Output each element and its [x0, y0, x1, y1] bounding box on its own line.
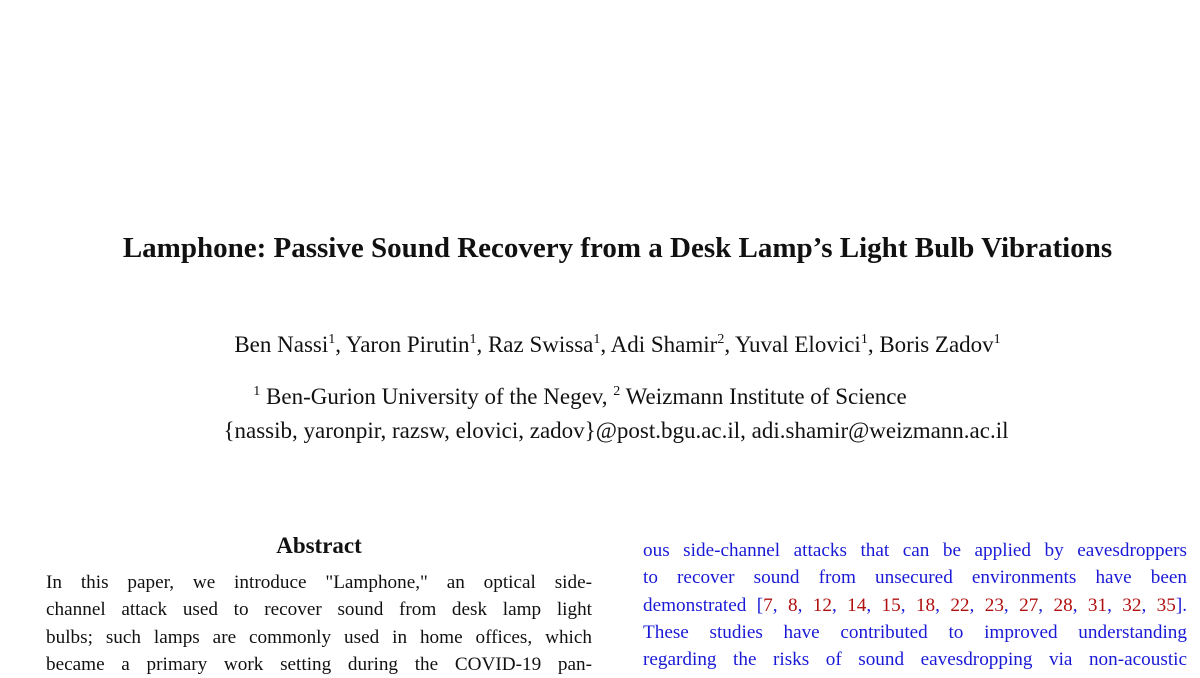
author-list: Ben Nassi$^1$, Yaron Pirutin$^1$, Raz Swissa$^1$, Adi Shamir$^2$, Yuval Elovici$^1$, Boris Zadov$^1$ — [234, 332, 1001, 357]
citation-line — [643, 592, 1187, 619]
citation-link[interactable]: 22 — [950, 594, 970, 616]
affiliation-mark: 1 — [860, 332, 868, 347]
citation-list — [763, 595, 1176, 616]
abstract-line: became a primary work setting during the COVID-19 pan- — [46, 653, 592, 675]
affiliation-name: Weizmann Institute of Science — [625, 384, 907, 409]
body-line: regarding the risks of sound eavesdropping via non-acoustic — [643, 649, 1187, 671]
author-emails: {nassib, yaronpir, razsw, elovici, zadov}@post.bgu.ac.il, adi.shamir@weizmann.ac.il — [223, 418, 1009, 443]
citation-separator: , — [1107, 594, 1123, 616]
citation-separator: , — [772, 594, 788, 616]
author-name: Yaron Pirutin — [345, 332, 470, 357]
body-line: ous side-channel attacks that can be applied by eavesdroppers — [643, 540, 1187, 561]
citation-link[interactable]: 35 — [1156, 594, 1176, 616]
citation-link[interactable]: 8 — [787, 594, 798, 616]
author-name: Boris Zadov — [879, 332, 994, 357]
abstract-heading: Abstract — [276, 533, 362, 558]
abstract-body — [46, 569, 592, 678]
citation-separator: , — [866, 594, 882, 616]
affiliation-mark: 2 — [613, 384, 621, 399]
citation-suffix: ]. — [1175, 594, 1188, 616]
citation-separator: , — [831, 594, 848, 616]
citation-separator: , — [900, 594, 916, 616]
citation-link[interactable]: 28 — [1053, 594, 1073, 616]
affiliation-mark: 1 — [253, 384, 261, 399]
right-column-text — [643, 537, 1187, 673]
citation-separator: , — [1038, 594, 1054, 616]
citation-separator: , — [1141, 594, 1157, 616]
author-name: Ben Nassi — [234, 332, 329, 357]
author-name: Raz Swissa — [487, 332, 594, 357]
citation-link[interactable]: 14 — [847, 594, 867, 616]
affiliation-mark: 1 — [993, 332, 1001, 347]
body-line: to recover sound from unsecured environments have been — [643, 567, 1187, 589]
citation-separator: , — [935, 594, 951, 616]
affiliation-name: Ben-Gurion University of the Negev, — [266, 384, 608, 409]
author-name: Yuval Elovici — [734, 332, 861, 357]
affiliation-mark: 2 — [717, 332, 725, 347]
citation-separator: , — [969, 594, 985, 616]
citation-link[interactable]: 18 — [915, 594, 936, 616]
citation-separator: , — [1072, 594, 1088, 616]
affiliation-mark: 1 — [469, 332, 477, 347]
affiliations — [0, 384, 1160, 410]
affiliation-mark: 1 — [593, 332, 601, 347]
citation-link[interactable]: 15 — [881, 594, 901, 616]
citation-link[interactable]: 23 — [984, 594, 1004, 616]
body-line: These studies have contributed to improved understanding — [643, 621, 1187, 643]
affiliation-mark: 1 — [328, 332, 336, 347]
citation-link[interactable]: 31 — [1087, 594, 1108, 616]
abstract-line: channel attack used to recover sound from desk lamp light — [46, 599, 592, 621]
abstract-line: bulbs; such lamps are commonly used in home offices, which — [46, 626, 592, 648]
citation-prefix: demonstrated [ — [643, 594, 764, 616]
citation-link[interactable]: 32 — [1122, 594, 1142, 616]
paper-title: Lamphone: Passive Sound Recovery from a Desk Lamp’s Light Bulb Vibrations — [122, 232, 1113, 264]
citation-link[interactable]: 7 — [763, 594, 773, 616]
abstract-line: In this paper, we introduce "Lamphone," an optical side- — [46, 572, 592, 593]
citation-link[interactable]: 12 — [812, 594, 832, 616]
citation-separator: , — [1003, 594, 1020, 616]
author-name: Adi Shamir — [610, 332, 718, 357]
citation-separator: , — [797, 594, 813, 616]
citation-link[interactable]: 27 — [1019, 594, 1039, 616]
